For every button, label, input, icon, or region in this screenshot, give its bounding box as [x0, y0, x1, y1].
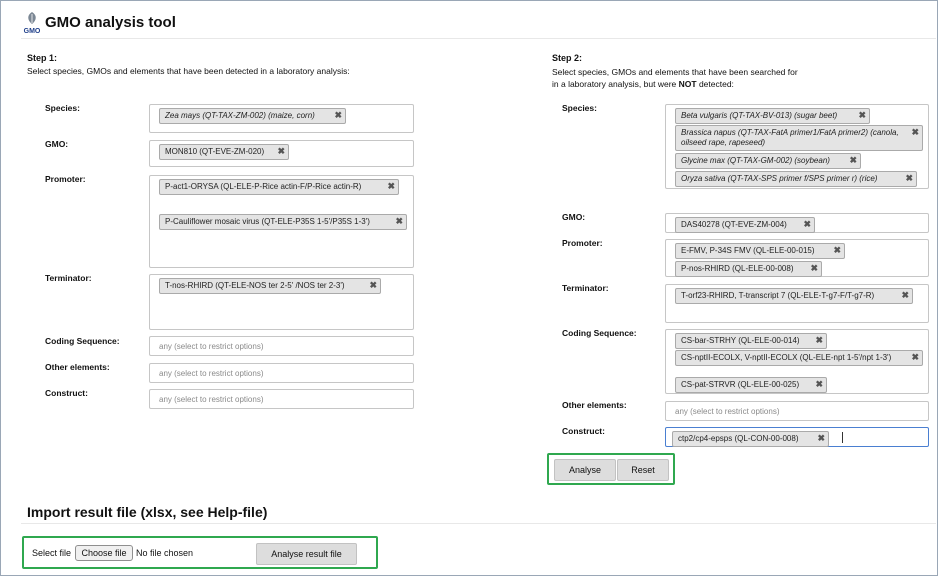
remove-icon[interactable]: ✖ — [815, 379, 823, 389]
text-cursor — [842, 432, 843, 443]
analyse-button[interactable]: Analyse — [554, 459, 616, 481]
chip-label: ctp2/cp4-epsps (QL-CON-00-008) — [678, 434, 799, 443]
step2-coding-select[interactable] — [665, 329, 929, 394]
import-file-panel — [22, 536, 378, 569]
remove-icon[interactable]: ✖ — [810, 263, 818, 273]
analyse-result-file-button[interactable]: Analyse result file — [256, 543, 357, 565]
step1-title: Step 1: — [27, 53, 58, 63]
remove-icon[interactable]: ✖ — [803, 219, 811, 229]
step2-other-select[interactable] — [665, 401, 929, 421]
chip-label: Oryza sativa (QT-TAX-SPS primer f/SPS primer r) (rice) — [681, 174, 878, 183]
chip-label: P-Cauliflower mosaic virus (QT-ELE-P35S 1-5'/P35S 1-3') — [165, 217, 370, 226]
step1-other-select[interactable] — [149, 363, 414, 383]
chip-label: Brassica napus (QT-TAX-FatA primer1/FatA primer2) (canola, oilseed rape, rapeseed) — [681, 128, 899, 147]
chip-label: T-nos-RHIRD (QT-ELE-NOS ter 2-5' /NOS ter 2-3') — [165, 281, 345, 290]
step2-promoter-select[interactable] — [665, 239, 929, 277]
step2-gmo-label: GMO: — [562, 212, 586, 222]
step2-species-select[interactable] — [665, 104, 929, 189]
reset-button[interactable]: Reset — [617, 459, 669, 481]
species-chip — [159, 108, 346, 124]
placeholder-text: any (select to restrict options) — [159, 342, 264, 351]
chip-label: T-orf23-RHIRD, T-transcript 7 (QL-ELE-T-g7-F/T-g7-R) — [681, 291, 875, 300]
step1-promoter-label: Promoter: — [45, 174, 86, 184]
page-title: GMO analysis tool — [45, 14, 176, 31]
gmo-chip — [675, 217, 815, 233]
step1-terminator-select[interactable] — [149, 274, 414, 330]
promoter-chip — [675, 261, 822, 277]
chip-label: Glycine max (QT-TAX-GM-002) (soybean) — [681, 156, 830, 165]
coding-chip — [675, 350, 923, 366]
promoter-chip — [159, 214, 407, 230]
leaf-icon — [26, 11, 38, 25]
promoter-chip — [159, 179, 399, 195]
step1-description: Select species, GMOs and elements that have been detected in a laboratory analysis: — [27, 66, 350, 76]
step2-gmo-select[interactable] — [665, 213, 929, 233]
species-chip — [675, 153, 861, 169]
species-chip — [675, 171, 917, 187]
choose-file-button[interactable]: Choose file — [75, 545, 133, 561]
select-file-label: Select file — [32, 548, 72, 558]
step2-other-label: Other elements: — [562, 400, 627, 410]
chip-label: Beta vulgaris (QT-TAX-BV-013) (sugar beet) — [681, 111, 838, 120]
step2-title: Step 2: — [552, 53, 583, 63]
step1-other-label: Other elements: — [45, 362, 110, 372]
remove-icon[interactable]: ✖ — [858, 110, 866, 120]
coding-chip — [675, 377, 827, 393]
placeholder-text: any (select to restrict options) — [159, 369, 264, 378]
header-divider — [21, 38, 936, 39]
step2-coding-label: Coding Sequence: — [562, 328, 637, 338]
chip-label: CS-bar-STRHY (QL-ELE-00-014) — [681, 336, 800, 345]
chip-label: P-act1-ORYSA (QL-ELE-P-Rice actin-F/P-Rice actin-R) — [165, 182, 362, 191]
remove-icon[interactable]: ✖ — [369, 280, 377, 290]
coding-chip — [675, 333, 827, 349]
construct-chip — [672, 431, 829, 447]
step2-description-line2 — [552, 78, 734, 90]
gmo-chip — [159, 144, 289, 160]
step2-promoter-label: Promoter: — [562, 238, 603, 248]
step2-species-label: Species: — [562, 103, 597, 113]
remove-icon[interactable]: ✖ — [387, 181, 395, 191]
species-chip — [675, 125, 923, 151]
species-chip — [675, 108, 870, 124]
remove-icon[interactable]: ✖ — [817, 433, 825, 443]
step1-coding-label: Coding Sequence: — [45, 336, 120, 346]
logo-text: GMO — [23, 28, 41, 35]
step1-construct-select[interactable] — [149, 389, 414, 409]
import-divider — [21, 523, 936, 524]
remove-icon[interactable]: ✖ — [833, 245, 841, 255]
chip-label: MON810 (QT-EVE-ZM-020) — [165, 147, 265, 156]
step1-terminator-label: Terminator: — [45, 273, 92, 283]
chip-label: DAS40278 (QT-EVE-ZM-004) — [681, 220, 787, 229]
promoter-chip — [675, 243, 845, 259]
step1-species-label: Species: — [45, 103, 80, 113]
placeholder-text: any (select to restrict options) — [159, 395, 264, 404]
no-file-text: No file chosen — [136, 548, 194, 558]
remove-icon[interactable]: ✖ — [901, 290, 909, 300]
chip-label: Zea mays (QT-TAX-ZM-002) (maize, corn) — [165, 111, 315, 120]
remove-icon[interactable]: ✖ — [911, 127, 919, 137]
step1-gmo-select[interactable] — [149, 140, 414, 167]
placeholder-text: any (select to restrict options) — [675, 407, 780, 416]
step1-gmo-label: GMO: — [45, 139, 69, 149]
remove-icon[interactable]: ✖ — [911, 352, 919, 362]
step1-construct-label: Construct: — [45, 388, 88, 398]
step1-promoter-select[interactable] — [149, 175, 414, 268]
terminator-chip — [675, 288, 913, 304]
remove-icon[interactable]: ✖ — [334, 110, 342, 120]
remove-icon[interactable]: ✖ — [849, 155, 857, 165]
import-title: Import result file (xlsx, see Help-file) — [27, 504, 268, 520]
step2-terminator-label: Terminator: — [562, 283, 609, 293]
gmo-logo — [21, 11, 43, 35]
step1-coding-select[interactable] — [149, 336, 414, 356]
chip-label: CS-nptII-ECOLX, V-nptII-ECOLX (QL-ELE-npt 1-5'/npt 1-3') — [681, 353, 892, 362]
remove-icon[interactable]: ✖ — [277, 146, 285, 156]
not-emphasis: NOT — [678, 79, 697, 89]
step2-construct-label: Construct: — [562, 426, 605, 436]
chip-label: E-FMV, P-34S FMV (QL-ELE-00-015) — [681, 246, 815, 255]
description-text: detected: — [696, 79, 734, 89]
step1-species-select[interactable] — [149, 104, 414, 133]
chip-label: P-nos-RHIRD (QL-ELE-00-008) — [681, 264, 794, 273]
description-text: in a laboratory analysis, but were — [552, 79, 679, 89]
terminator-chip — [159, 278, 381, 294]
step2-terminator-select[interactable] — [665, 284, 929, 323]
step2-description-line1: Select species, GMOs and elements that have been searched for — [552, 67, 798, 77]
chip-label: CS-pat-STRVR (QL-ELE-00-025) — [681, 380, 800, 389]
remove-icon[interactable]: ✖ — [815, 335, 823, 345]
remove-icon[interactable]: ✖ — [905, 173, 913, 183]
analyse-button-group — [547, 453, 675, 485]
step2-construct-select[interactable] — [665, 427, 929, 447]
remove-icon[interactable]: ✖ — [395, 216, 403, 226]
